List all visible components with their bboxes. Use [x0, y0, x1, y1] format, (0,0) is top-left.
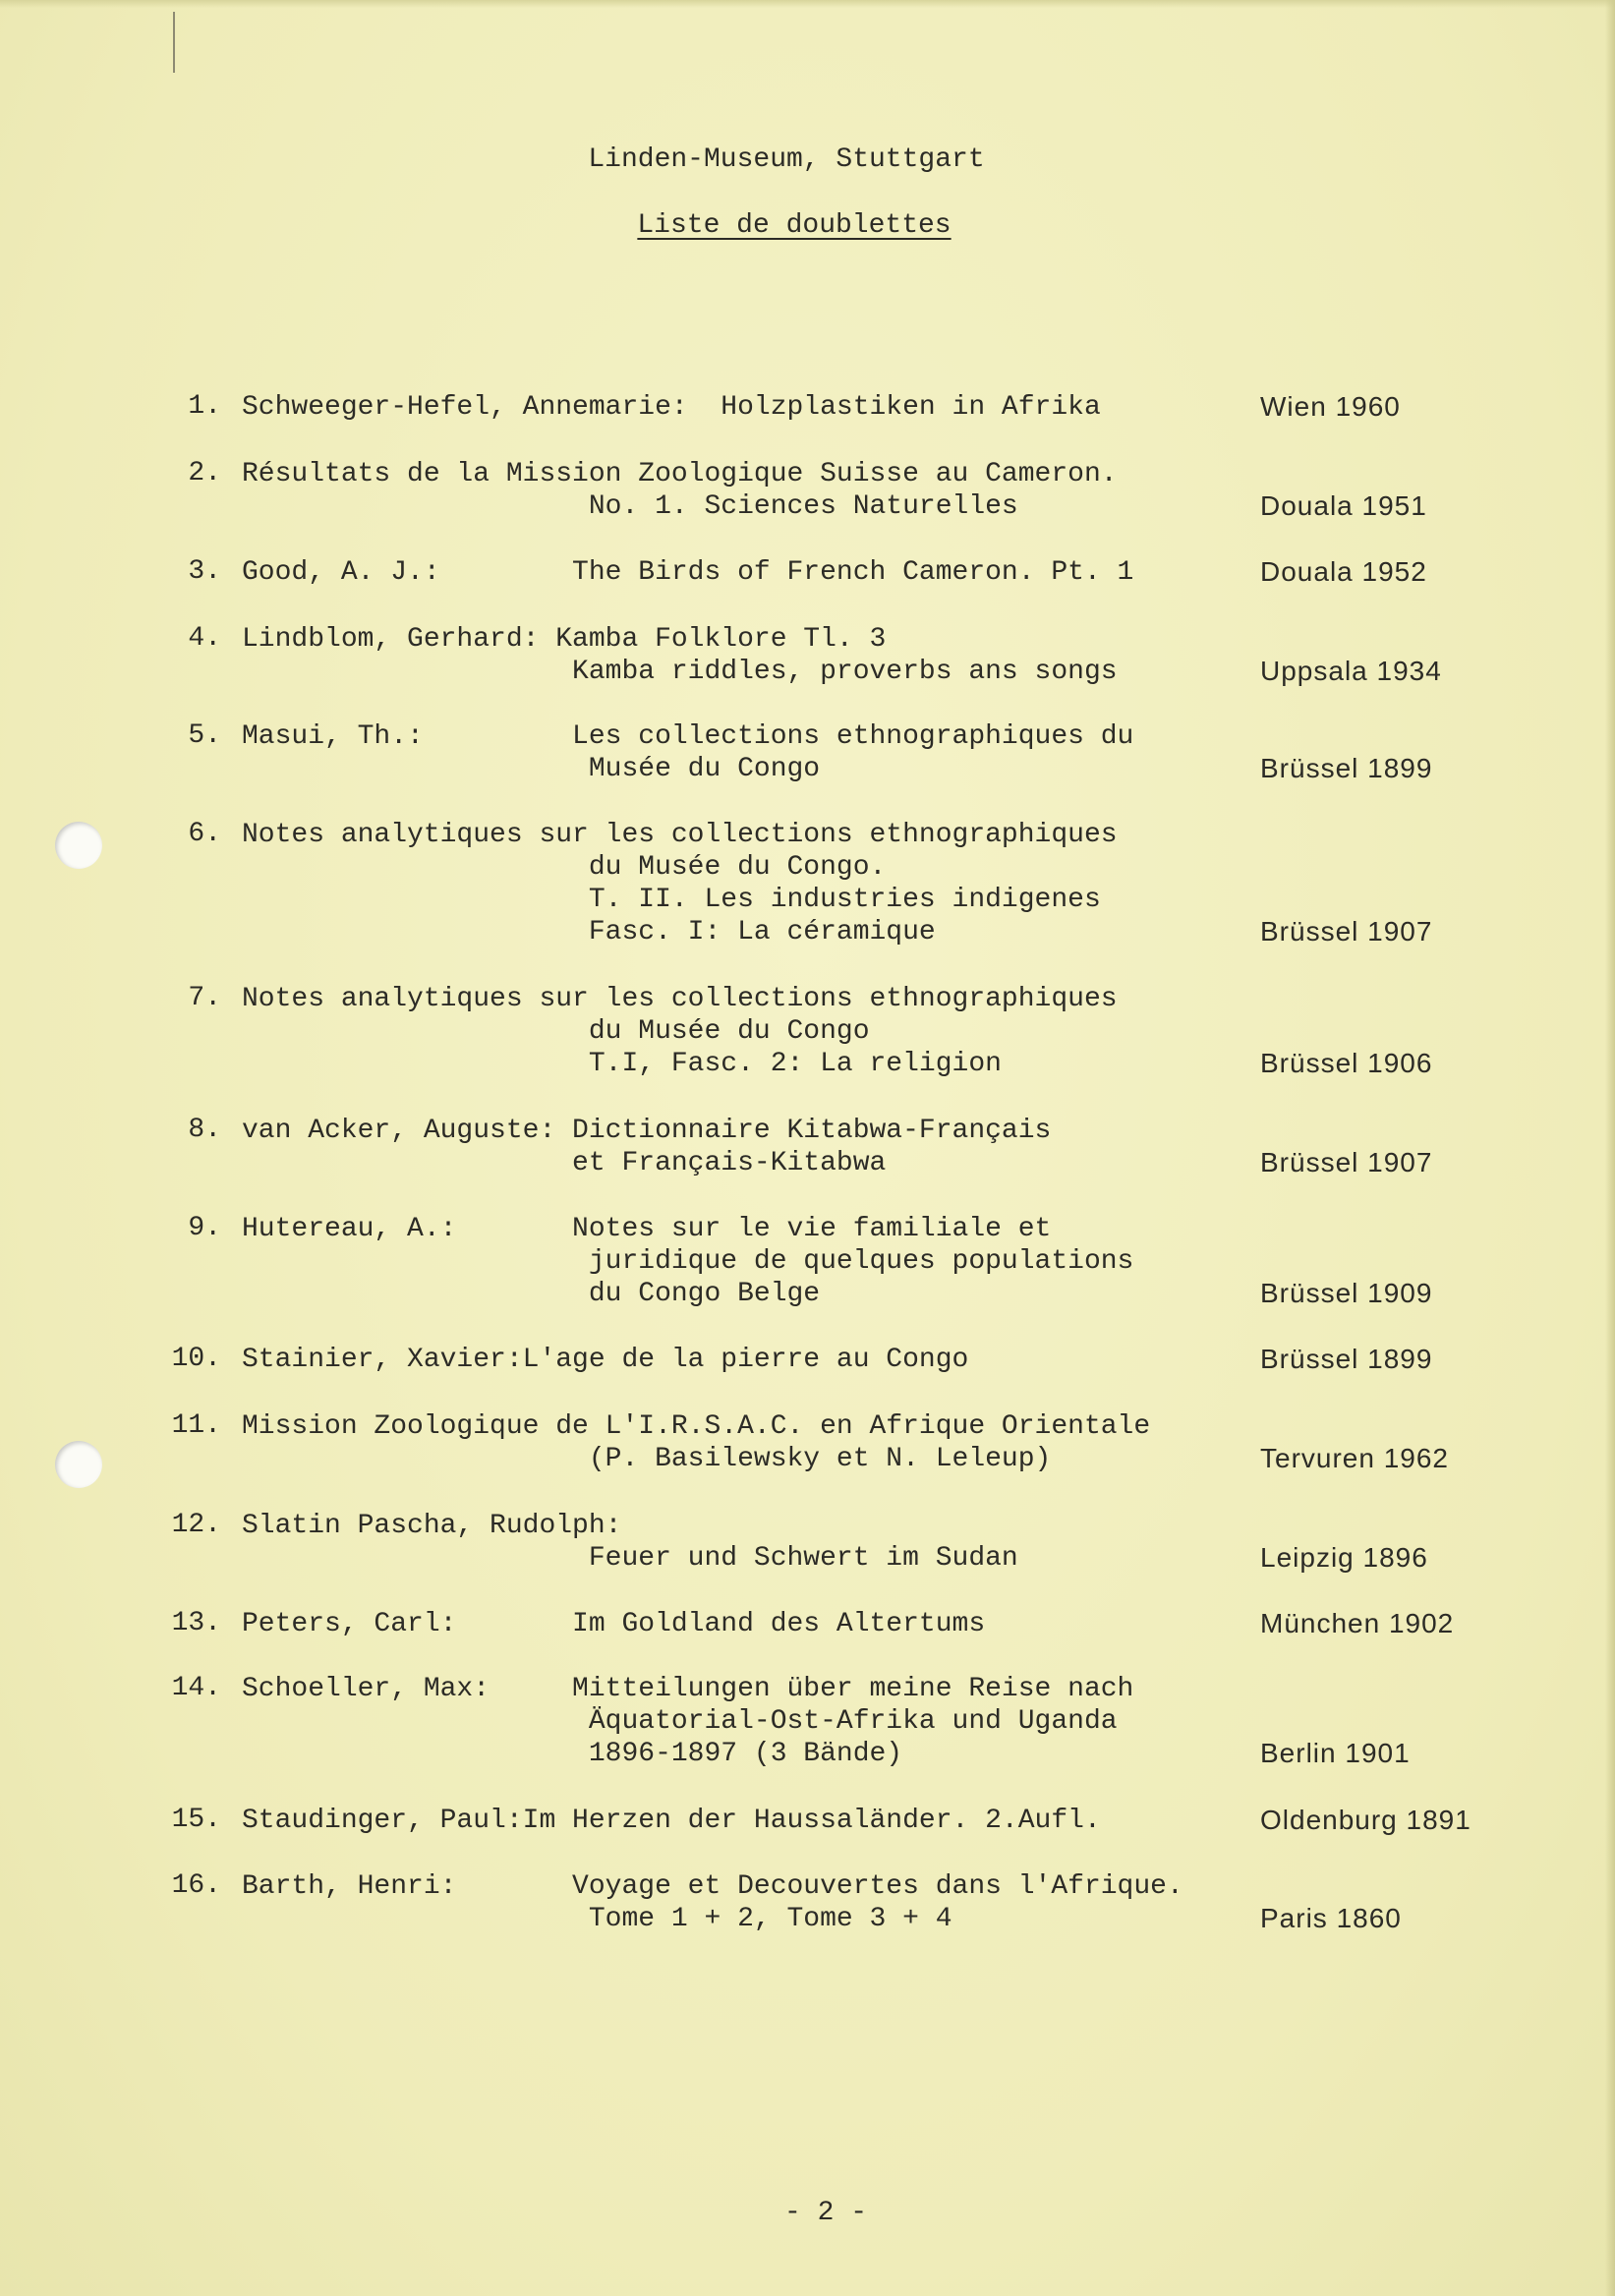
entry-number: 1.: [188, 391, 221, 422]
entry-text: Notes analytiques sur les collections ethnographiques du Musée du Congo T.I, Fasc. 2: La religion: [242, 984, 1118, 1079]
entry-location-year: Paris 1860: [1260, 1903, 1402, 1933]
entry-number: 4.: [188, 623, 221, 654]
entry-number: 12.: [171, 1510, 221, 1540]
entry-text: Hutereau, A.: Notes sur le vie familiale et juridique de quelques populations du Congo Belge: [242, 1214, 1134, 1309]
entry-number: 5.: [188, 720, 221, 751]
entry-text: Schweeger-Hefel, Annemarie: Holzplastiken in Afrika: [242, 392, 1101, 423]
document-subtitle: [0, 210, 1588, 241]
entry-text: Schoeller, Max: Mitteilungen über meine Reise nach Äquatorial-Ost-Afrika und Uganda 1896-1897 (3 Bände): [242, 1674, 1134, 1769]
entry-number: 14.: [171, 1673, 221, 1703]
entry-text: Résultats de la Mission Zoologique Suisse au Cameron. No. 1. Sciences Naturelles: [242, 459, 1118, 522]
entry-location-year: Douala 1951: [1260, 490, 1427, 521]
entry-text: van Acker, Auguste: Dictionnaire Kitabwa-Français et Français-Kitabwa: [242, 1116, 1052, 1178]
entry-location-year: Brüssel 1899: [1260, 1344, 1433, 1374]
entry-location-year: München 1902: [1260, 1608, 1455, 1638]
entry-number: 6.: [188, 819, 221, 849]
entry-number: 8.: [188, 1115, 221, 1145]
entry-text: Staudinger, Paul:Im Herzen der Haussaländer. 2.Aufl.: [242, 1806, 1101, 1836]
entry-location-year: Wien 1960: [1260, 391, 1401, 422]
entry-text: Masui, Th.: Les collections ethnographiques du Musée du Congo: [242, 721, 1134, 784]
entry-text: Notes analytiques sur les collections ethnographiques du Musée du Congo. T. II. Les industries indigenes Fasc. I: La céramique: [242, 820, 1118, 947]
entry-number: 2.: [188, 458, 221, 488]
entry-number: 3.: [188, 556, 221, 587]
punch-hole: [55, 822, 102, 869]
entry-text: Good, A. J.: The Birds of French Cameron. Pt. 1: [242, 557, 1134, 588]
document-title: Linden-Museum, Stuttgart: [588, 144, 985, 175]
entry-location-year: Douala 1952: [1260, 556, 1427, 587]
entry-location-year: Tervuren 1962: [1260, 1443, 1450, 1473]
entry-location-year: Brüssel 1909: [1260, 1278, 1433, 1308]
entry-number: 13.: [171, 1608, 221, 1638]
entry-number: 7.: [188, 983, 221, 1013]
entry-text: Mission Zoologique de L'I.R.S.A.C. en Afrique Orientale (P. Basilewsky et N. Leleup): [242, 1411, 1151, 1474]
entry-text: Peters, Carl: Im Goldland des Altertums: [242, 1609, 986, 1639]
entry-location-year: Oldenburg 1891: [1260, 1805, 1471, 1835]
entry-number: 10.: [171, 1344, 221, 1374]
punch-hole: [55, 1441, 102, 1488]
entry-text: Slatin Pascha, Rudolph: Feuer und Schwert im Sudan: [242, 1511, 1018, 1574]
entry-number: 11.: [171, 1410, 221, 1441]
entry-number: 15.: [171, 1805, 221, 1835]
entry-text: Stainier, Xavier:L'age de la pierre au Congo: [242, 1345, 969, 1375]
entry-number: 16.: [171, 1870, 221, 1901]
entry-location-year: Uppsala 1934: [1260, 656, 1442, 686]
page-number: - 2 -: [783, 2198, 867, 2228]
paper-top-edge: [0, 0, 1615, 8]
entry-location-year: Brüssel 1899: [1260, 753, 1433, 783]
entry-location-year: Brüssel 1907: [1260, 1147, 1433, 1177]
pen-mark: [173, 12, 175, 73]
document-subtitle-text: Liste de doublettes: [637, 210, 952, 241]
paper-right-edge: [1605, 0, 1615, 2296]
entry-text: Lindblom, Gerhard: Kamba Folklore Tl. 3 Kamba riddles, proverbs ans songs: [242, 624, 1118, 687]
entry-location-year: Leipzig 1896: [1260, 1542, 1428, 1573]
entry-number: 9.: [188, 1213, 221, 1243]
entry-location-year: Berlin 1901: [1260, 1738, 1411, 1768]
entry-text: Barth, Henri: Voyage et Decouvertes dans l'Afrique. Tome 1 + 2, Tome 3 + 4: [242, 1871, 1183, 1934]
entry-location-year: Brüssel 1906: [1260, 1048, 1433, 1078]
entry-location-year: Brüssel 1907: [1260, 916, 1433, 947]
